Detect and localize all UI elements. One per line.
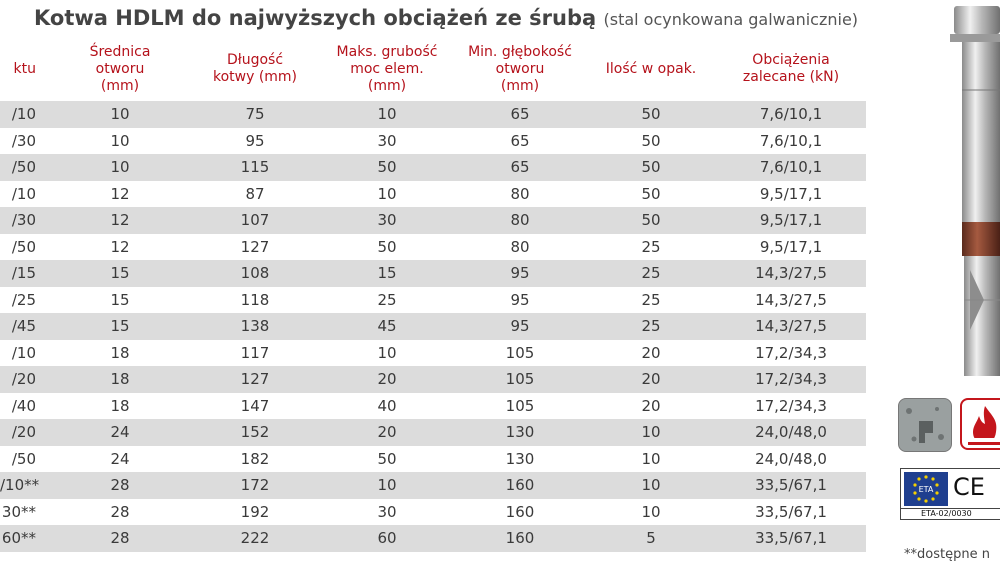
cell-recommended-load: 7,6/10,1 <box>759 105 823 123</box>
cell-pack-quantity: 20 <box>641 343 661 362</box>
table-row <box>0 419 866 446</box>
cell-pack-quantity: 50 <box>641 105 661 123</box>
cell-hole-diameter: 15 <box>110 290 130 309</box>
cell-product-code: 60** <box>1 529 36 547</box>
cell-recommended-load: 17,2/34,3 <box>755 370 827 388</box>
cell-pack-quantity: 10 <box>641 449 661 468</box>
table-row <box>0 260 866 287</box>
ce-mark: CE <box>953 473 985 501</box>
cell-anchor-length: 127 <box>240 370 270 388</box>
cell-anchor-length: 147 <box>240 396 270 415</box>
cell-recommended-load: 17,2/34,3 <box>755 396 827 415</box>
header-hole-diameter: Średnica otworu (mm) <box>89 43 151 94</box>
cell-anchor-length: 117 <box>240 343 270 362</box>
table-row <box>0 446 866 473</box>
cell-recommended-load: 9,5/17,1 <box>759 184 823 203</box>
cell-pack-quantity: 10 <box>641 423 661 441</box>
table-body <box>0 101 866 552</box>
cell-recommended-load: 33,5/67,1 <box>755 529 827 547</box>
cell-hole-diameter: 15 <box>110 264 130 282</box>
table-row <box>0 154 866 181</box>
cell-hole-diameter: 28 <box>110 529 130 547</box>
cell-anchor-length: 172 <box>240 476 270 494</box>
header-pack-quantity: Ilość w opak. <box>605 60 697 77</box>
cell-recommended-load: 7,6/10,1 <box>759 158 823 176</box>
cell-min-depth: 130 <box>505 423 535 441</box>
cell-recommended-load: 24,0/48,0 <box>755 449 827 468</box>
cell-max-thickness: 30 <box>377 502 397 521</box>
cell-anchor-length: 127 <box>240 237 270 256</box>
cell-min-depth: 80 <box>510 211 530 229</box>
cell-max-thickness: 10 <box>377 184 397 203</box>
cell-anchor-length: 115 <box>240 158 270 176</box>
cell-max-thickness: 40 <box>377 396 397 415</box>
cell-hole-diameter: 28 <box>110 476 130 494</box>
cell-anchor-length: 182 <box>240 449 270 468</box>
cell-min-depth: 80 <box>510 237 530 256</box>
cell-hole-diameter: 18 <box>110 396 130 415</box>
table-row <box>0 499 866 526</box>
cell-pack-quantity: 25 <box>641 290 661 309</box>
cell-pack-quantity: 5 <box>646 529 656 547</box>
cell-pack-quantity: 10 <box>641 502 661 521</box>
cell-max-thickness: 20 <box>377 423 397 441</box>
cell-hole-diameter: 12 <box>110 237 130 256</box>
cell-max-thickness: 10 <box>377 105 397 123</box>
cell-recommended-load: 33,5/67,1 <box>755 476 827 494</box>
table-row <box>0 366 866 393</box>
cell-hole-diameter: 24 <box>110 423 130 441</box>
cell-min-depth: 105 <box>505 370 535 388</box>
cell-anchor-length: 87 <box>245 184 265 203</box>
cell-recommended-load: 33,5/67,1 <box>755 502 827 521</box>
cell-min-depth: 95 <box>510 290 530 309</box>
cell-min-depth: 105 <box>505 396 535 415</box>
cell-recommended-load: 9,5/17,1 <box>759 211 823 229</box>
cell-anchor-length: 118 <box>240 290 270 309</box>
cell-max-thickness: 50 <box>377 237 397 256</box>
title-main: Kotwa HDLM do najwyższych obciążeń ze śrubą <box>34 6 597 30</box>
cell-product-code: /30 <box>11 211 36 229</box>
cell-min-depth: 65 <box>510 131 530 150</box>
cell-product-code: /15 <box>11 264 36 282</box>
cell-max-thickness: 60 <box>377 529 397 547</box>
table-row <box>0 181 866 208</box>
page-title <box>34 6 858 30</box>
cell-recommended-load: 14,3/27,5 <box>755 290 827 309</box>
cell-product-code: /20 <box>11 423 36 441</box>
table-row <box>0 472 866 499</box>
table-row <box>0 287 866 314</box>
cell-min-depth: 65 <box>510 158 530 176</box>
eta-label: ETA <box>918 485 934 494</box>
cell-hole-diameter: 28 <box>110 502 130 521</box>
title-subtitle: (stal ocynkowana galwanicznie) <box>603 10 859 29</box>
cell-recommended-load: 14,3/27,5 <box>755 264 827 282</box>
cell-recommended-load: 7,6/10,1 <box>759 131 823 150</box>
cell-product-code: /20 <box>11 370 36 388</box>
cell-recommended-load: 17,2/34,3 <box>755 343 827 362</box>
anchor-bolt-image <box>940 0 1000 390</box>
cell-min-depth: 80 <box>510 184 530 203</box>
cell-hole-diameter: 15 <box>110 317 130 335</box>
cell-pack-quantity: 10 <box>641 476 661 494</box>
concrete-icon <box>898 398 952 452</box>
cell-product-code: /10 <box>11 184 36 203</box>
cell-hole-diameter: 12 <box>110 184 130 203</box>
fire-resistance-icon <box>960 398 1000 450</box>
table-header <box>0 38 866 100</box>
cell-min-depth: 95 <box>510 264 530 282</box>
cell-max-thickness: 15 <box>377 264 397 282</box>
cell-pack-quantity: 25 <box>641 237 661 256</box>
cell-min-depth: 65 <box>510 105 530 123</box>
cell-hole-diameter: 18 <box>110 343 130 362</box>
cell-recommended-load: 9,5/17,1 <box>759 237 823 256</box>
footnote: **dostępne n <box>904 547 990 562</box>
cell-anchor-length: 192 <box>240 502 270 521</box>
cell-pack-quantity: 25 <box>641 264 661 282</box>
cell-hole-diameter: 10 <box>110 105 130 123</box>
cell-min-depth: 105 <box>505 343 535 362</box>
cell-max-thickness: 25 <box>377 290 397 309</box>
eta-certification-badge <box>900 468 1000 520</box>
cell-product-code: 30** <box>1 502 36 521</box>
cell-anchor-length: 107 <box>240 211 270 229</box>
cell-min-depth: 160 <box>505 476 535 494</box>
header-max-thickness: Maks. grubość moc elem. (mm) <box>336 43 438 94</box>
cell-max-thickness: 30 <box>377 211 397 229</box>
cell-product-code: /10 <box>11 343 36 362</box>
cell-max-thickness: 45 <box>377 317 397 335</box>
table-row <box>0 393 866 420</box>
cell-recommended-load: 24,0/48,0 <box>755 423 827 441</box>
table-row <box>0 340 866 367</box>
cell-product-code: /45 <box>11 317 36 335</box>
cell-anchor-length: 75 <box>245 105 265 123</box>
table-row <box>0 525 866 552</box>
cell-pack-quantity: 20 <box>641 370 661 388</box>
cell-hole-diameter: 10 <box>110 158 130 176</box>
cell-min-depth: 160 <box>505 502 535 521</box>
cell-product-code: /50 <box>11 449 36 468</box>
eu-flag-icon <box>904 472 948 506</box>
cell-pack-quantity: 20 <box>641 396 661 415</box>
table-row <box>0 234 866 261</box>
cell-product-code: /30 <box>11 131 36 150</box>
cell-hole-diameter: 18 <box>110 370 130 388</box>
header-min-depth: Min. głębokość otworu (mm) <box>468 43 572 94</box>
cell-pack-quantity: 50 <box>641 131 661 150</box>
cell-product-code: /50 <box>11 158 36 176</box>
cell-hole-diameter: 12 <box>110 211 130 229</box>
cell-min-depth: 130 <box>505 449 535 468</box>
cell-hole-diameter: 10 <box>110 131 130 150</box>
cell-hole-diameter: 24 <box>110 449 130 468</box>
header-anchor-length: Długość kotwy (mm) <box>212 52 298 85</box>
cell-anchor-length: 152 <box>240 423 270 441</box>
cell-pack-quantity: 50 <box>641 184 661 203</box>
cell-min-depth: 160 <box>505 529 535 547</box>
header-product-code: ktu <box>13 60 36 77</box>
cell-max-thickness: 50 <box>377 449 397 468</box>
table-row <box>0 313 866 340</box>
cell-anchor-length: 138 <box>240 317 270 335</box>
cell-max-thickness: 20 <box>377 370 397 388</box>
cell-product-code: /40 <box>11 396 36 415</box>
cell-min-depth: 95 <box>510 317 530 335</box>
table-row <box>0 207 866 234</box>
cell-max-thickness: 10 <box>377 476 397 494</box>
eta-code: ETA-02/0030 <box>901 508 1000 518</box>
table-row <box>0 128 866 155</box>
cell-anchor-length: 222 <box>240 529 270 547</box>
cell-max-thickness: 10 <box>377 343 397 362</box>
cell-max-thickness: 30 <box>377 131 397 150</box>
cell-pack-quantity: 50 <box>641 158 661 176</box>
cell-pack-quantity: 50 <box>641 211 661 229</box>
table-row <box>0 101 866 128</box>
cell-max-thickness: 50 <box>377 158 397 176</box>
cell-product-code: /10 <box>11 105 36 123</box>
cell-pack-quantity: 25 <box>641 317 661 335</box>
cell-product-code: /50 <box>11 237 36 256</box>
cell-product-code: /10** <box>0 476 40 494</box>
cell-product-code: /25 <box>11 290 36 309</box>
cell-recommended-load: 14,3/27,5 <box>755 317 827 335</box>
cell-anchor-length: 95 <box>245 131 265 150</box>
header-recommended-load: Obciążenia zalecane (kN) <box>742 52 840 85</box>
cell-anchor-length: 108 <box>240 264 270 282</box>
